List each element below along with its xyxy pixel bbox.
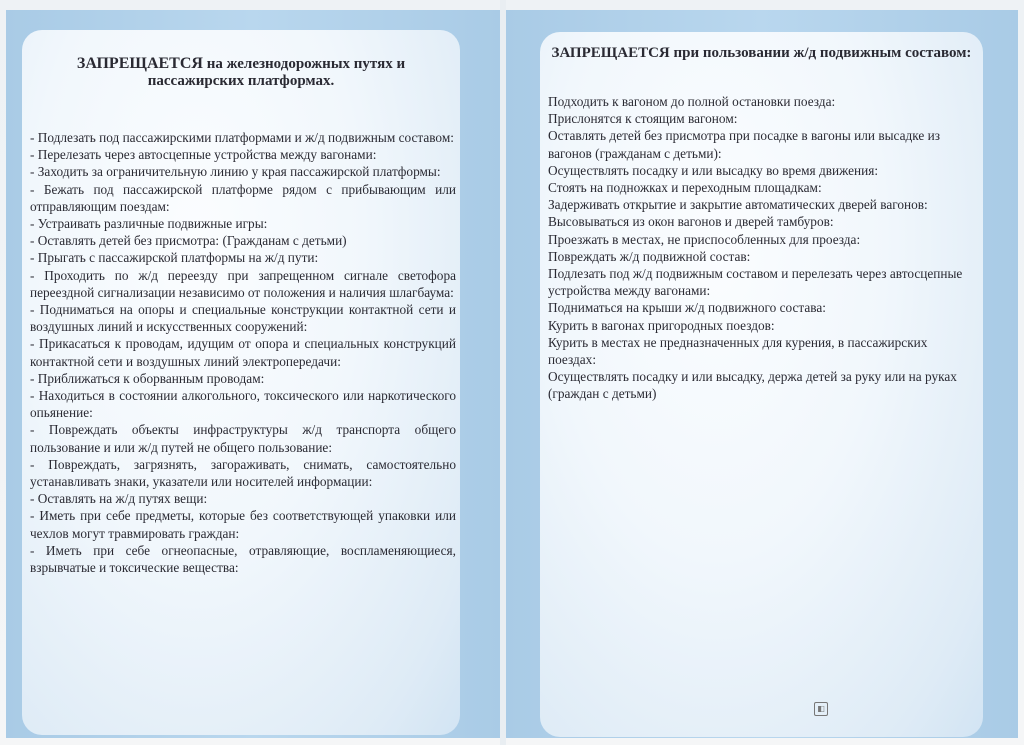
list-item: Повреждать ж/д подвижной состав: [548, 248, 751, 264]
list-item: - Оставлять на ж/д путях вещи: [30, 491, 208, 507]
list-item: - Приближаться к оборванным проводам: [30, 370, 265, 386]
list-item: Стоять на подножках и переходным площадкам: [548, 180, 822, 196]
right-prohibitions-list [548, 93, 978, 403]
list-item: - Бежать под пассажирской платформе рядом с прибывающим или отправляющим поездам: [30, 181, 456, 214]
left-panel-title [32, 55, 450, 90]
left-title-rest: на железнодорожных путях и пассажирских платформах. [147, 56, 406, 89]
list-item: - Находиться в состоянии алкогольного, токсического или наркотического опьянение: [30, 388, 456, 421]
left-title-keyword: ЗАПРЕЩАЕТСЯ [76, 55, 203, 72]
right-panel-title [550, 45, 973, 62]
list-item: - Перелезать через автосцепные устройства между вагонами: [30, 147, 377, 163]
list-item: Задерживать открытие и закрытие автоматических дверей вагонов: [548, 197, 928, 213]
list-item: - Повреждать, загрязнять, загораживать, снимать, самостоятельно устанавливать знаки, указатели или носителей информации: [30, 456, 456, 490]
list-item: - Оставлять детей без присмотра: (Гражданам с детьми) [30, 233, 347, 249]
list-item: Высовываться из окон вагонов и дверей тамбуров: [548, 214, 834, 230]
list-item: Курить в вагонах пригородных поездов: [548, 317, 775, 333]
list-item: - Подлезать под пассажирскими платформами и ж/д подвижным составом: [30, 130, 454, 145]
page-fold [500, 0, 506, 745]
list-item: - Подниматься на опоры и специальные конструкции контактной сети и воздушных линий и искусственных сооружений: [30, 302, 456, 335]
list-item: Прислонятся к стоящим вагоном: [548, 111, 738, 127]
list-item: Проезжать в местах, не приспособленных для проезда: [548, 231, 861, 247]
list-item: - Прикасаться к проводам, идущим от опора и специальных конструкций контактной сети и воздушных линий электропередачи: [30, 336, 456, 369]
right-panel [540, 32, 983, 737]
list-item: Осуществлять посадку и или высадку во время движения: [548, 162, 879, 178]
list-item: Осуществлять посадку и или высадку, держа детей за руку или на руках (граждан с детьми) [548, 369, 957, 402]
right-title-rest: при пользовании ж/д подвижным составом: [669, 45, 972, 61]
left-panel [22, 30, 460, 735]
left-prohibitions-list [30, 129, 456, 576]
list-item: - Иметь при себе огнеопасные, отравляющие, воспламеняющиеся, взрывчатые и токсические вещества: [30, 542, 456, 576]
right-title-keyword: ЗАПРЕЩАЕТСЯ [551, 45, 670, 61]
list-item: Подлезать под ж/д подвижным составом и перелезать через автосцепные устройства между вагонами: [548, 266, 963, 299]
list-item: - Проходить по ж/д переезду при запрещенном сигнале светофора переездной сигнализации независимо от положения и наличия шлагбаума: [30, 267, 456, 300]
list-item: - Устраивать различные подвижные игры: [30, 216, 268, 232]
list-item: - Повреждать объекты инфраструктуры ж/д транспорта общего пользование и или ж/д путей не общего пользование: [30, 422, 456, 455]
list-item: Курить в местах не предназначенных для курения, в пассажирских поездах: [548, 334, 928, 368]
list-item: - Заходить за ограничительную линию у края пассажирской платформы: [30, 164, 441, 180]
corner-mark-icon: ◧ [814, 702, 828, 716]
list-item: - Прыгать с пассажирской платформы на ж/д пути: [30, 250, 319, 266]
list-item: Оставлять детей без присмотра при посадке в вагоны или высадке из вагонов (гражданам с детьми): [548, 128, 940, 161]
list-item: Подниматься на крыши ж/д подвижного состава: [548, 300, 826, 316]
list-item: - Иметь при себе предметы, которые без соответствующей упаковки или чехлов могут травмировать граждан: [30, 508, 456, 541]
list-item: Подходить к вагоном до полной остановки поезда: [548, 94, 836, 109]
